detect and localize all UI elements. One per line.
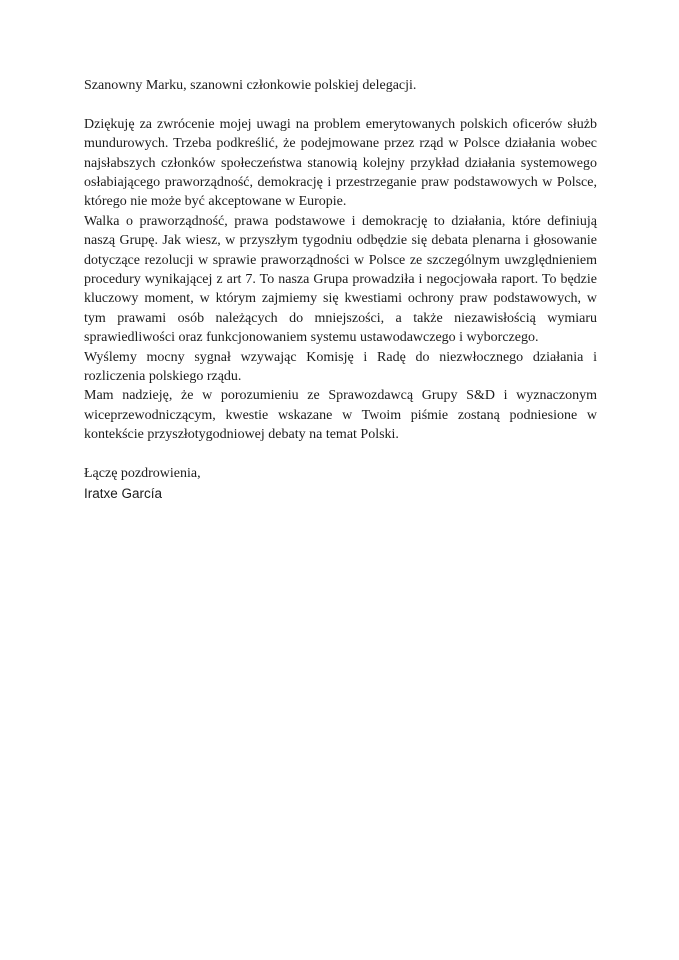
- paragraph-4: Mam nadzieję, że w porozumieniu ze Sprawozdawcą Grupy S&D i wyznaczonym wiceprzewodniczącym, kwestie wskazane w Twoim piśmie zostaną podniesione w kontekście przyszłotygodniowej debaty na temat Polski.: [84, 388, 597, 443]
- salutation-line: Szanowny Marku, szanowni członkowie polskiej delegacji.: [84, 78, 417, 93]
- paragraph-2: Walka o praworządność, prawa podstawowe i demokrację to działania, które definiują naszą Grupę. Jak wiesz, w przyszłym tygodniu odbędzie się debata plenarna i głosowanie dotyczące rezolucji w sprawie praworządności w Polsce ze szczególnym uwzględnieniem procedury wynikającej z art 7. To nasza Grupa prowadziła i negocjowała raport. To będzie kluczowy moment, w którym zajmiemy się kwestiami ochrony praw podstawowych, w tym prawami osób należących do mniejszości, a także niezawisłością wymiaru sprawiedliwości oraz funkcjonowaniem systemu ustawodawczego i wyborczego.: [84, 213, 597, 346]
- paragraph-1: Dziękuję za zwrócenie mojej uwagi na problem emerytowanych polskich oficerów służb mundurowych. Trzeba podkreślić, że podejmowane przez rząd w Polsce działania wobec najsłabszych członków społeczeństwa stanowią kolejny przykład działania systemowego osłabiającego praworządność, demokrację i przestrzeganie praw podstawowych w Polsce, którego nie może być akceptowane w Europie.: [84, 116, 597, 210]
- paragraph-3: Wyślemy mocny sygnał wzywając Komisję i Radę do niezwłocznego działania i rozliczenia polskiego rządu.: [84, 349, 597, 385]
- closing-line: Łączę pozdrowienia,: [84, 466, 201, 482]
- signature-name: Iratxe García: [84, 485, 163, 501]
